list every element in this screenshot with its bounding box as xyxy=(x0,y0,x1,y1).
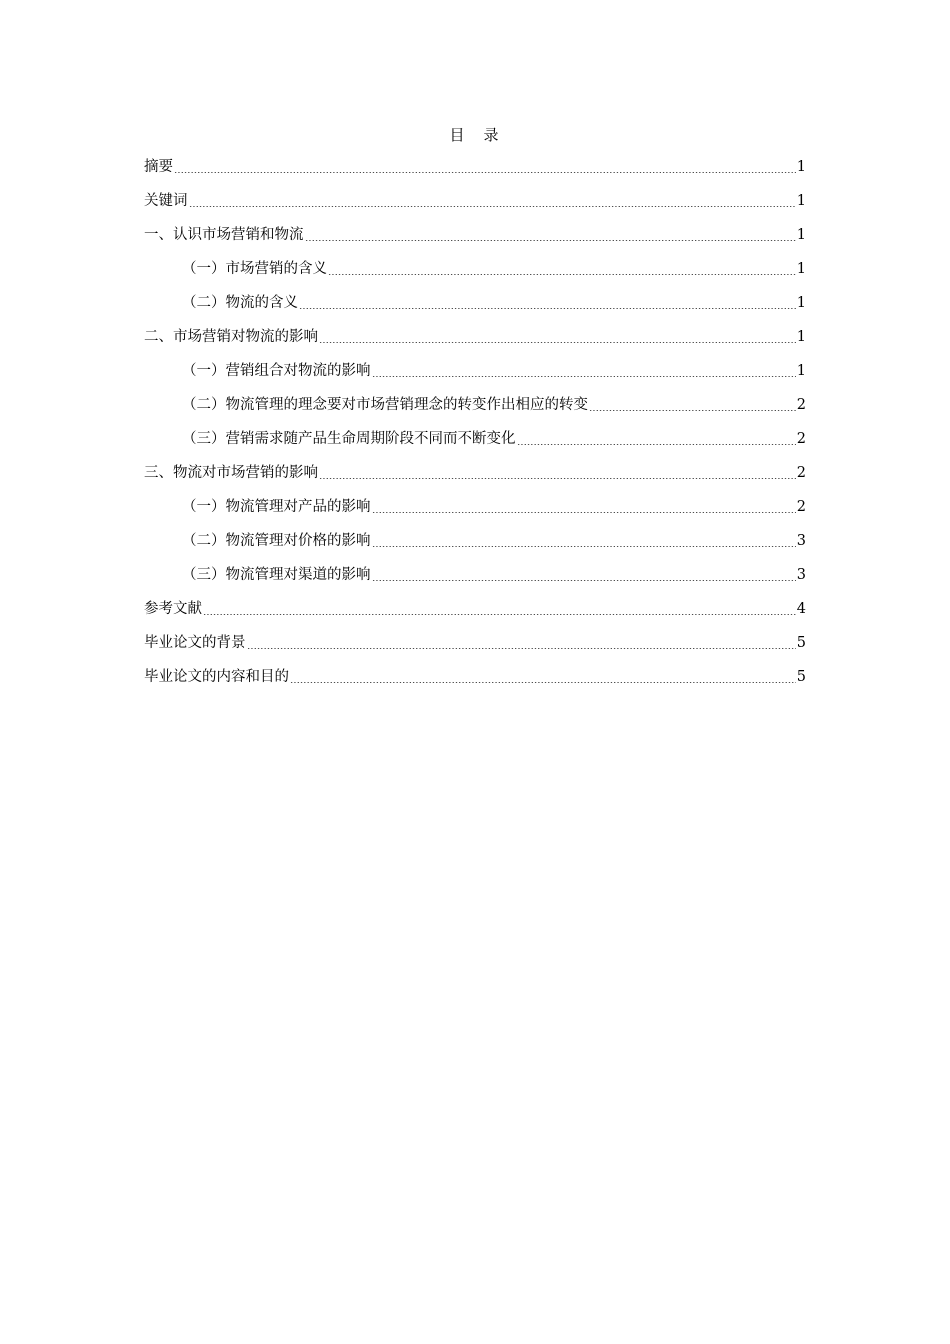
toc-dot-leader xyxy=(328,274,796,275)
toc-title: 目 录 xyxy=(449,126,501,144)
toc-entry-text: 二、市场营销对物流的影响 xyxy=(144,329,318,345)
toc-page-number: 2 xyxy=(796,499,806,515)
toc-page-number: 1 xyxy=(796,295,806,311)
toc-entry-text: （一）营销组合对物流的影响 xyxy=(182,363,371,379)
toc-dot-leader xyxy=(174,172,796,173)
toc-entry[interactable] xyxy=(144,490,806,524)
toc-entry-text: （二）物流的含义 xyxy=(182,295,298,311)
toc-entry-text: 参考文献 xyxy=(144,601,202,617)
toc-entry-text: （二）物流管理对价格的影响 xyxy=(182,533,371,549)
toc-entry[interactable] xyxy=(144,660,806,694)
toc-page-number: 1 xyxy=(796,363,806,379)
toc-dot-leader xyxy=(189,206,796,207)
toc-entry[interactable] xyxy=(144,150,806,184)
toc-page-number: 3 xyxy=(796,567,806,583)
toc-dot-leader xyxy=(203,614,796,615)
toc-entry[interactable] xyxy=(144,592,806,626)
toc-entry[interactable] xyxy=(144,286,806,320)
toc-entry[interactable] xyxy=(144,626,806,660)
toc-entry[interactable] xyxy=(144,252,806,286)
toc-page-number: 5 xyxy=(796,669,806,685)
toc-entry-text: 毕业论文的背景 xyxy=(144,635,246,651)
toc-dot-leader xyxy=(589,410,796,411)
toc-entry-text: 三、物流对市场营销的影响 xyxy=(144,465,318,481)
toc-entry-text: 毕业论文的内容和目的 xyxy=(144,669,289,685)
toc-entry-text: 一、认识市场营销和物流 xyxy=(144,227,304,243)
toc-entry-text: （一）物流管理对产品的影响 xyxy=(182,499,371,515)
toc-page-number: 1 xyxy=(796,159,806,175)
table-of-contents xyxy=(144,150,806,694)
toc-dot-leader xyxy=(305,240,796,241)
toc-entry[interactable] xyxy=(144,388,806,422)
toc-page-number: 3 xyxy=(796,533,806,549)
toc-page-number: 1 xyxy=(796,227,806,243)
toc-dot-leader xyxy=(290,682,796,683)
toc-dot-leader xyxy=(372,546,796,547)
toc-entry[interactable] xyxy=(144,524,806,558)
toc-page-number: 2 xyxy=(796,397,806,413)
toc-entry[interactable] xyxy=(144,354,806,388)
toc-entry[interactable] xyxy=(144,184,806,218)
toc-entry[interactable] xyxy=(144,422,806,456)
toc-dot-leader xyxy=(319,342,796,343)
toc-page-number: 4 xyxy=(796,601,806,617)
toc-dot-leader xyxy=(372,512,796,513)
toc-dot-leader xyxy=(372,580,796,581)
toc-page-number: 5 xyxy=(796,635,806,651)
toc-entry-text: （二）物流管理的理念要对市场营销理念的转变作出相应的转变 xyxy=(182,397,588,413)
toc-page-number: 2 xyxy=(796,431,806,447)
toc-dot-leader xyxy=(247,648,796,649)
toc-page-number: 1 xyxy=(796,193,806,209)
toc-page-number: 2 xyxy=(796,465,806,481)
toc-entry[interactable] xyxy=(144,456,806,490)
toc-entry-text: 关键词 xyxy=(144,193,188,209)
toc-entry-text: （三）营销需求随产品生命周期阶段不同而不断变化 xyxy=(182,431,516,447)
toc-page-number: 1 xyxy=(796,261,806,277)
toc-dot-leader xyxy=(299,308,796,309)
toc-entry-text: 摘要 xyxy=(144,159,173,175)
toc-dot-leader xyxy=(517,444,796,445)
toc-entry[interactable] xyxy=(144,558,806,592)
toc-dot-leader xyxy=(319,478,796,479)
toc-entry-text: （三）物流管理对渠道的影响 xyxy=(182,567,371,583)
toc-entry[interactable] xyxy=(144,218,806,252)
toc-page-number: 1 xyxy=(796,329,806,345)
toc-entry[interactable] xyxy=(144,320,806,354)
toc-entry-text: （一）市场营销的含义 xyxy=(182,261,327,277)
toc-dot-leader xyxy=(372,376,796,377)
